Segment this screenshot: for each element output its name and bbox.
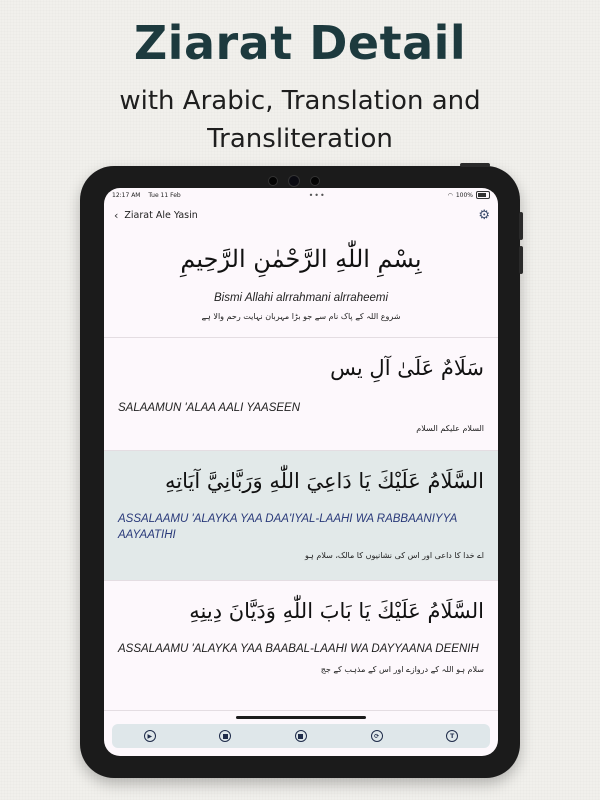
verse-arabic: السَّلَامُ عَلَيْكَ يَا بَابَ اللّٰهِ وَدَيَّانَ دِينِهِ (189, 599, 484, 623)
status-date: Tue 11 Feb (148, 191, 181, 199)
sensor-dot (268, 176, 278, 186)
navbar (104, 202, 498, 228)
camera-lens (288, 175, 300, 187)
verse-transliteration: Bismi Allahi alrrahmani alrraheemi (213, 292, 389, 304)
repeat-icon[interactable]: ⟳ (371, 730, 383, 742)
verse-translation: سلام ہو اللہ کے دروازے اور اس کے مذہب کے جج (320, 665, 484, 674)
play-icon[interactable]: ▶ (144, 730, 156, 742)
verse-arabic: سَلَامٌ عَلَىٰ آلِ يس (330, 356, 484, 380)
verse-transliteration: ASSALAAMU 'ALAYKA YAA BAABAL-LAAHI WA DAYYAANA DEENIH (118, 643, 479, 655)
status-time: 12:17 AM (112, 191, 141, 199)
multitask-dots-icon[interactable]: ••• (308, 190, 326, 200)
verse-item[interactable] (104, 228, 498, 338)
verse-translation: السلام علیکم السلام (416, 424, 484, 433)
camera-array (264, 174, 324, 188)
page-title: Ziarat Ale Yasin (124, 209, 198, 221)
volume-up-button (519, 212, 523, 240)
verse-item[interactable] (104, 338, 498, 451)
chevron-left-icon: ‹ (114, 208, 119, 222)
back-button[interactable] (114, 210, 198, 221)
stop-icon[interactable] (219, 730, 231, 742)
verse-transliteration: ASSALAAMU 'ALAYKA YAA DAA'IYAL-LAAHI WA RABBAANIYYA AAYAATIHI (118, 513, 457, 541)
sensor-dot (310, 176, 320, 186)
verse-translation: اے خدا کا داعی اور اس کی نشانیوں کا مالک، سلام ہو (305, 551, 484, 560)
stop-all-icon[interactable] (295, 730, 307, 742)
volume-down-button (519, 246, 523, 274)
status-battery: 100% (455, 191, 473, 199)
promo-subtitle: with Arabic, Translation and Transliteration (119, 86, 481, 154)
verse-item-active[interactable] (104, 451, 498, 581)
home-indicator[interactable] (236, 716, 366, 719)
verse-translation: شروع اللہ کے پاک نام سے جو بڑا مہربان نہایت رحم والا ہے (201, 312, 401, 321)
playback-controls (112, 724, 490, 748)
battery-icon (476, 191, 490, 199)
text-icon[interactable]: T (446, 730, 458, 742)
promo-title: Ziarat Detail (133, 16, 467, 70)
gear-icon[interactable]: ⚙ (478, 207, 490, 223)
verse-arabic: السَّلَامُ عَلَيْكَ يَا دَاعِيَ اللّٰهِ وَرَبَّانِيَّ آيَاتِهِ (164, 469, 484, 493)
tablet-frame (80, 166, 520, 778)
status-bar (104, 188, 498, 202)
power-button (460, 163, 490, 167)
verse-arabic: بِسْمِ اللّٰهِ الرَّحْمٰنِ الرَّحِيمِ (180, 245, 422, 273)
wifi-icon: ◠ (447, 191, 453, 199)
verse-item[interactable] (104, 581, 498, 711)
app-screen (104, 188, 498, 756)
verse-transliteration: SALAAMUN 'ALAA AALI YAASEEN (118, 402, 301, 414)
